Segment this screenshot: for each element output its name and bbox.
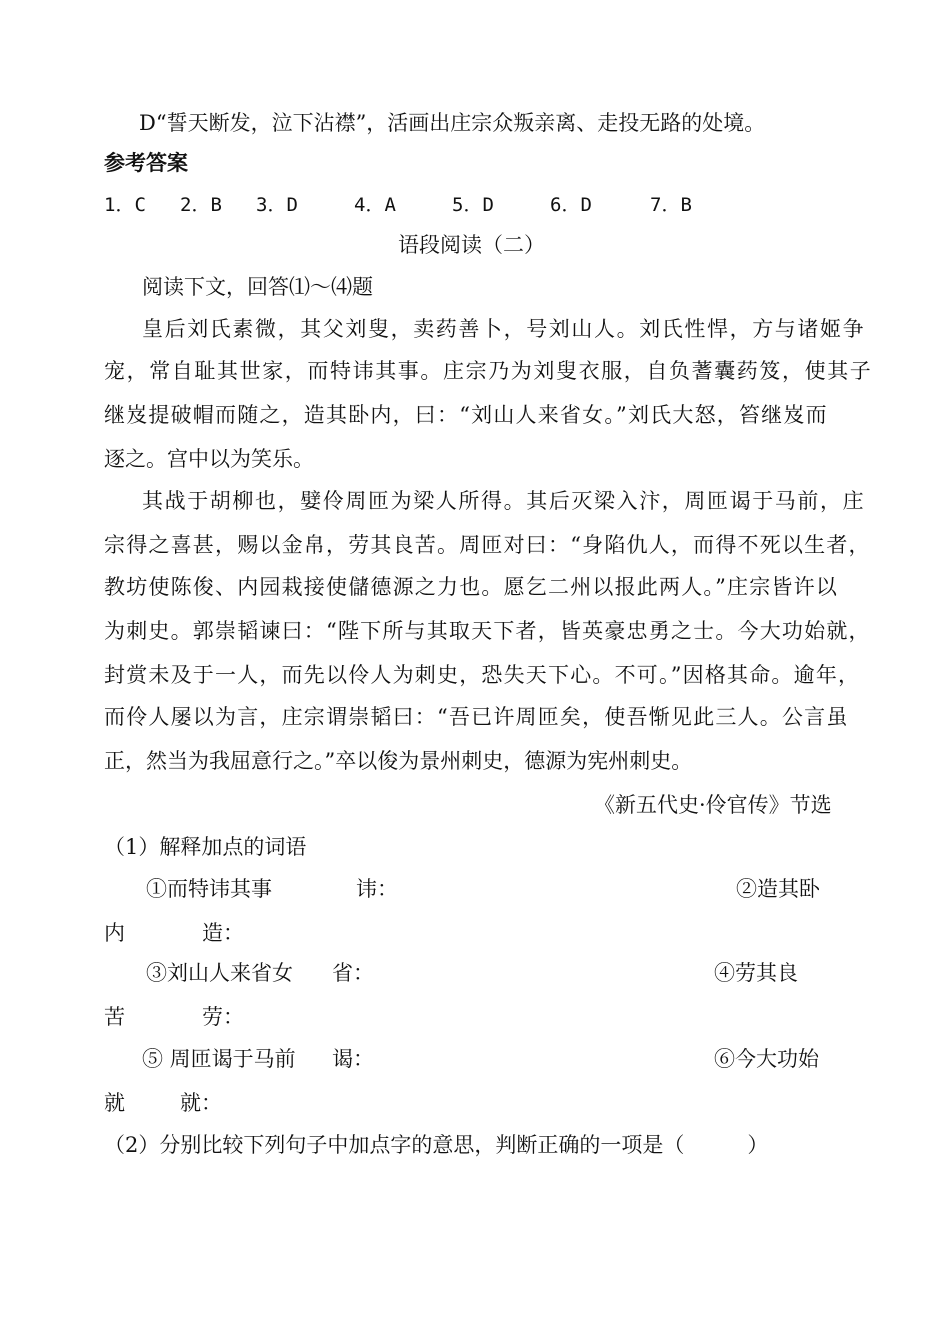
passage-line: 封赏未及于一人，而先以伶人为刺史，恐失天下心。不可。”因格其命。逾年， <box>104 663 861 687</box>
section-title: 语段阅读（二） <box>398 233 545 257</box>
source: 《新五代史·伶官传》节选 <box>594 793 832 817</box>
q1-item-word: 就： <box>180 1091 222 1115</box>
q1-item-word: 劳： <box>202 1005 244 1029</box>
q1-item-wrap: 内 <box>104 921 125 945</box>
q1-item-word: 讳： <box>356 877 398 901</box>
q1-item-phrase: ⑤ 周匝谒于马前 <box>142 1047 296 1071</box>
answers-heading: 参考答案 <box>104 151 188 175</box>
q1-item-word: 造： <box>202 921 244 945</box>
answer-2: 2．B <box>180 194 222 216</box>
q1-item-phrase: ⑥今大功始 <box>714 1047 819 1071</box>
q1-item-phrase: ③刘山人来省女 <box>146 961 293 985</box>
q1-item-word: 谒： <box>332 1047 374 1071</box>
q1-item-phrase: ②造其卧 <box>736 877 820 901</box>
q1-item-phrase: ①而特讳其事 <box>146 877 272 901</box>
question-1: （1）解释加点的词语 <box>104 835 307 859</box>
q1-item-wrap: 苦 <box>104 1005 125 1029</box>
top-line: D“誓天断发，泣下沾襟”，活画出庄宗众叛亲离、走投无路的处境。 <box>139 111 766 135</box>
passage-line: 教坊使陈俊、内园栽接使儲德源之力也。愿乞二州以报此两人。”庄宗皆许以 <box>104 575 839 599</box>
passage-line: 正，然当为我屈意行之。”卒以俊为景州刺史，德源为宪州刺史。 <box>104 749 693 773</box>
passage-line: 皇后刘氏素微，其父刘叟，卖药善卜，号刘山人。刘氏性悍，方与诸姬争 <box>142 317 866 341</box>
answer-3: 3．D <box>256 194 298 216</box>
passage-line: 逐之。宫中以为笑乐。 <box>104 447 314 471</box>
answer-4: 4．A <box>354 194 396 216</box>
passage-line: 继岌提破帽而随之，造其卧内，曰：“刘山人来省女。”刘氏大怒，笞继岌而 <box>104 403 828 427</box>
q1-item-word: 省： <box>332 961 374 985</box>
answer-7: 7．B <box>650 194 692 216</box>
passage-line: 其战于胡柳也，嬖伶周匝为梁人所得。其后灭梁入汴，周匝谒于马前，庄 <box>142 489 866 513</box>
answer-1: 1．C <box>104 194 146 216</box>
instruction: 阅读下文，回答⑴～⑷题 <box>142 275 373 299</box>
answer-5: 5．D <box>452 194 494 216</box>
answer-6: 6．D <box>550 194 592 216</box>
q1-item-wrap: 就 <box>104 1091 125 1115</box>
passage-line: 而伶人屡以为言，庄宗谓崇韬曰：“吾已许周匝矣，使吾惭见此三人。公言虽 <box>104 705 849 729</box>
question-2: （2）分别比较下列句子中加点字的意思，判断正确的一项是（ ） <box>104 1133 769 1157</box>
passage-line: 宗得之喜甚，赐以金帛，劳其良苦。周匝对曰：“身陷仇人，而得不死以生者， <box>104 533 871 557</box>
q1-item-phrase: ④劳其良 <box>714 961 798 985</box>
passage-line: 宠，常自耻其世家，而特讳其事。庄宗乃为刘叟衣服，自负蓍囊药笈，使其子 <box>104 359 873 383</box>
passage-line: 为刺史。郭崇韬谏曰：“陛下所与其取天下者，皆英豪忠勇之士。今大功始就， <box>104 619 871 643</box>
